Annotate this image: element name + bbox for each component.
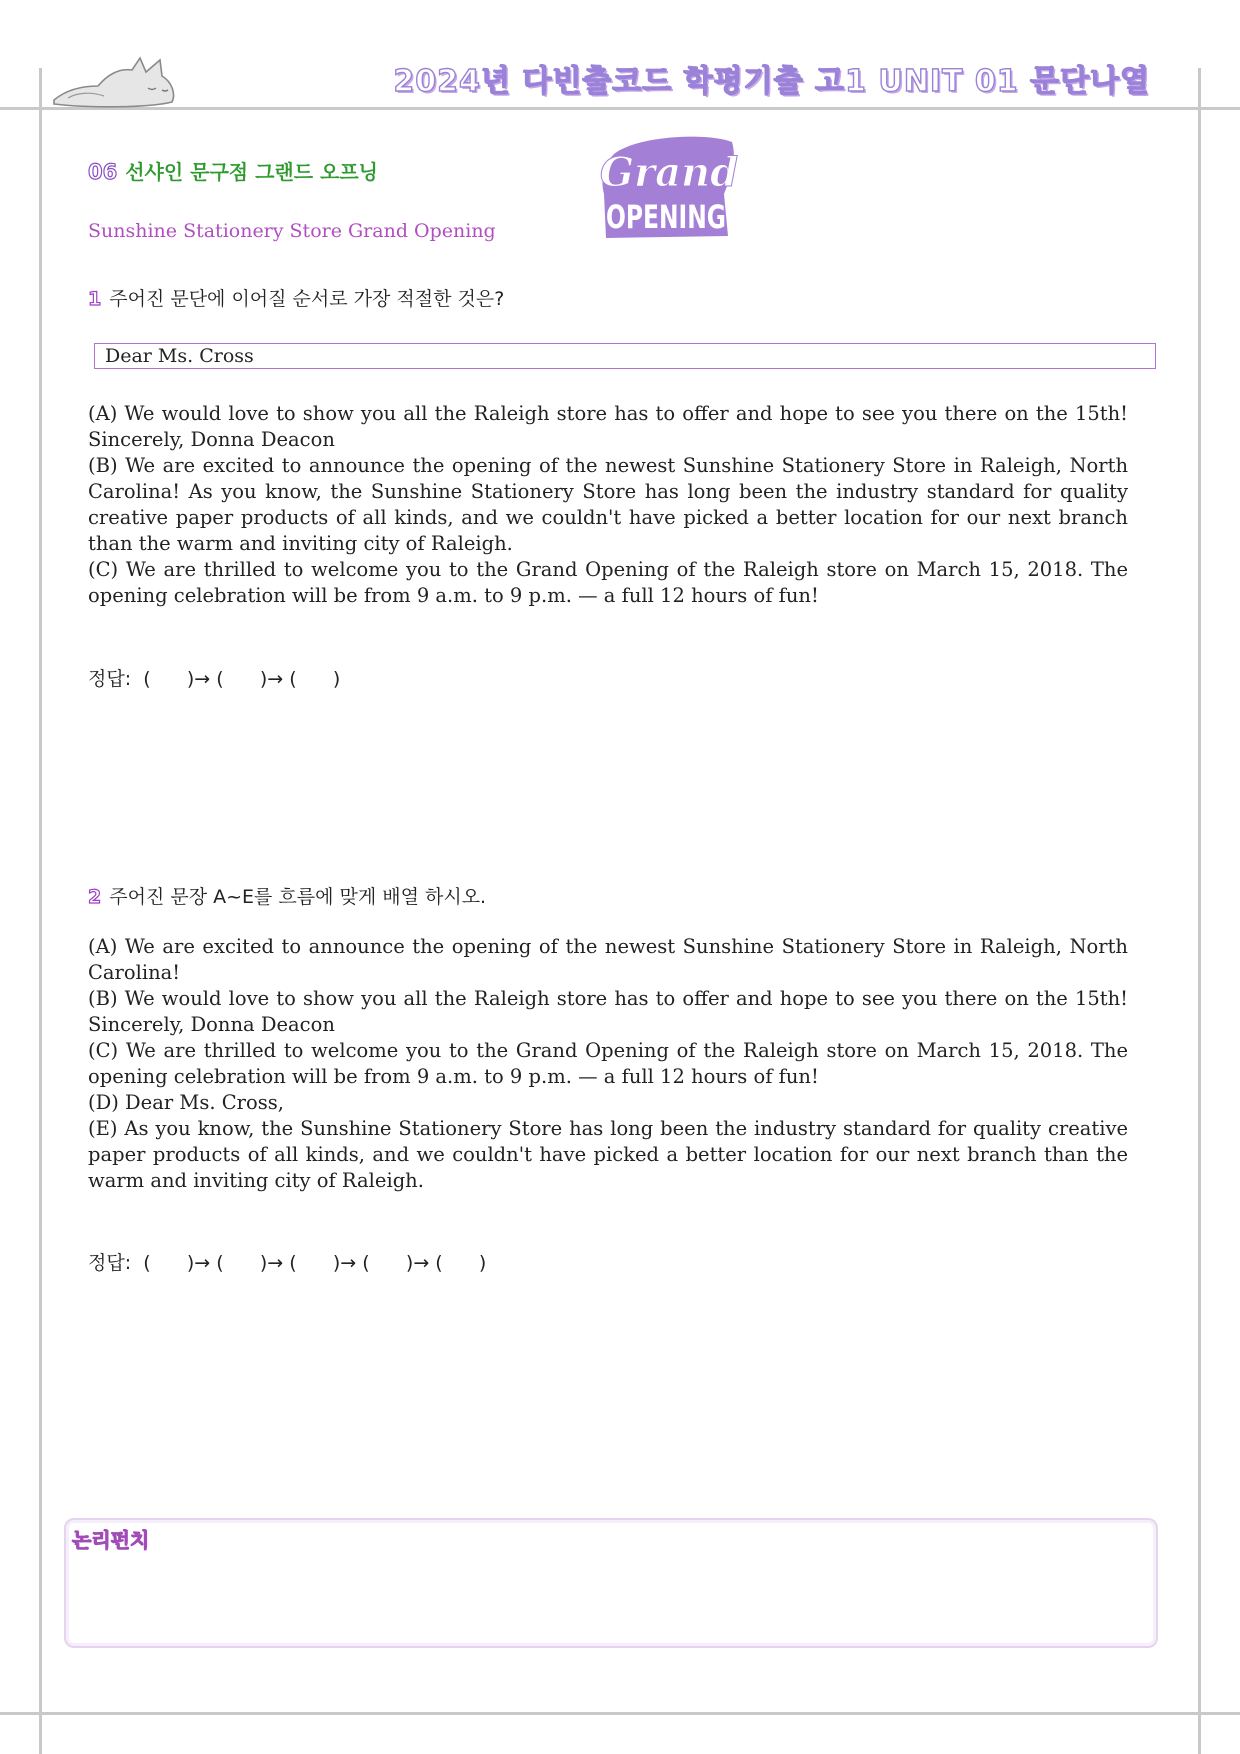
- header-title: 2024년 다빈출코드 학평기출 고1 UNIT 01 문단나열: [393, 64, 1150, 99]
- logo-line1: Grand: [599, 149, 739, 196]
- notes-label: 논리펀치: [72, 1528, 150, 1552]
- q1-given-box: Dear Ms. Cross: [94, 343, 1156, 369]
- q2-sentence-e: (E) As you know, the Sunshine Stationery Store has long been the industry standard for quality creative paper products of all kinds, and we couldn't have picked a better location for our next branch than the warm and inviting city of Raleigh.: [88, 1117, 1128, 1192]
- notes-box: [64, 1518, 1158, 1648]
- section-subtitle: Sunshine Stationery Store Grand Opening: [88, 220, 496, 242]
- q1-answer-line: 정답: ( )→ ( )→ ( ): [88, 668, 341, 690]
- q2-sentence-a: (A) We are excited to announce the opening of the newest Sunshine Stationery Store in Raleigh, North Carolina!: [88, 935, 1128, 984]
- q2-number: 2: [88, 886, 102, 908]
- q2-sentence-b: (B) We would love to show you all the Raleigh store has to offer and hope to see you there on the 15th! Sincerely, Donna Deacon: [88, 987, 1128, 1036]
- q2-sentence-d: (D) Dear Ms. Cross,: [88, 1091, 284, 1114]
- q2-answer-line: 정답: ( )→ ( )→ ( )→ ( )→ ( ): [88, 1252, 487, 1274]
- q1-paragraph-b: (B) We are excited to announce the opening of the newest Sunshine Stationery Store in Raleigh, North Carolina! As you know, the Sunshine Stationery Store has long been the industry standard for quality creative paper products of all kinds, and we couldn't have picked a better location for our next branch than the warm and inviting city of Raleigh.: [88, 454, 1128, 555]
- logo-line2: OPENING: [606, 198, 726, 236]
- section-title-ko: 선샤인 문구점 그랜드 오프닝: [125, 160, 378, 184]
- right-border: [1198, 68, 1201, 1754]
- q1-paragraph-a: (A) We would love to show you all the Raleigh store has to offer and hope to see you there on the 15th! Sincerely, Donna Deacon: [88, 402, 1128, 451]
- section-title: [88, 156, 378, 185]
- q1-prompt-text: 주어진 문단에 이어질 순서로 가장 적절한 것은?: [109, 288, 505, 310]
- q1-passage: [88, 401, 1128, 609]
- left-border: [39, 68, 42, 1754]
- section-number: 06: [88, 160, 118, 184]
- q2-sentence-c: (C) We are thrilled to welcome you to the Grand Opening of the Raleigh store on March 15, 2018. The opening celebration will be from 9 a.m. to 9 p.m. — a full 12 hours of fun!: [88, 1039, 1128, 1088]
- q2-prompt-text: 주어진 문장 A~E를 흐름에 맞게 배열 하시오.: [109, 886, 487, 908]
- q1-paragraph-c: (C) We are thrilled to welcome you to the Grand Opening of the Raleigh store on March 15, 2018. The opening celebration will be from 9 a.m. to 9 p.m. — a full 12 hours of fun!: [88, 558, 1128, 607]
- q1-number: 1: [88, 288, 102, 310]
- q2-passage: [88, 934, 1128, 1194]
- sleeping-cat-icon: [48, 52, 183, 110]
- grand-opening-logo: [596, 132, 742, 242]
- header-rule: [0, 107, 1240, 110]
- q2-prompt: [88, 882, 486, 909]
- q1-prompt: [88, 284, 504, 311]
- footer-rule: [0, 1712, 1240, 1715]
